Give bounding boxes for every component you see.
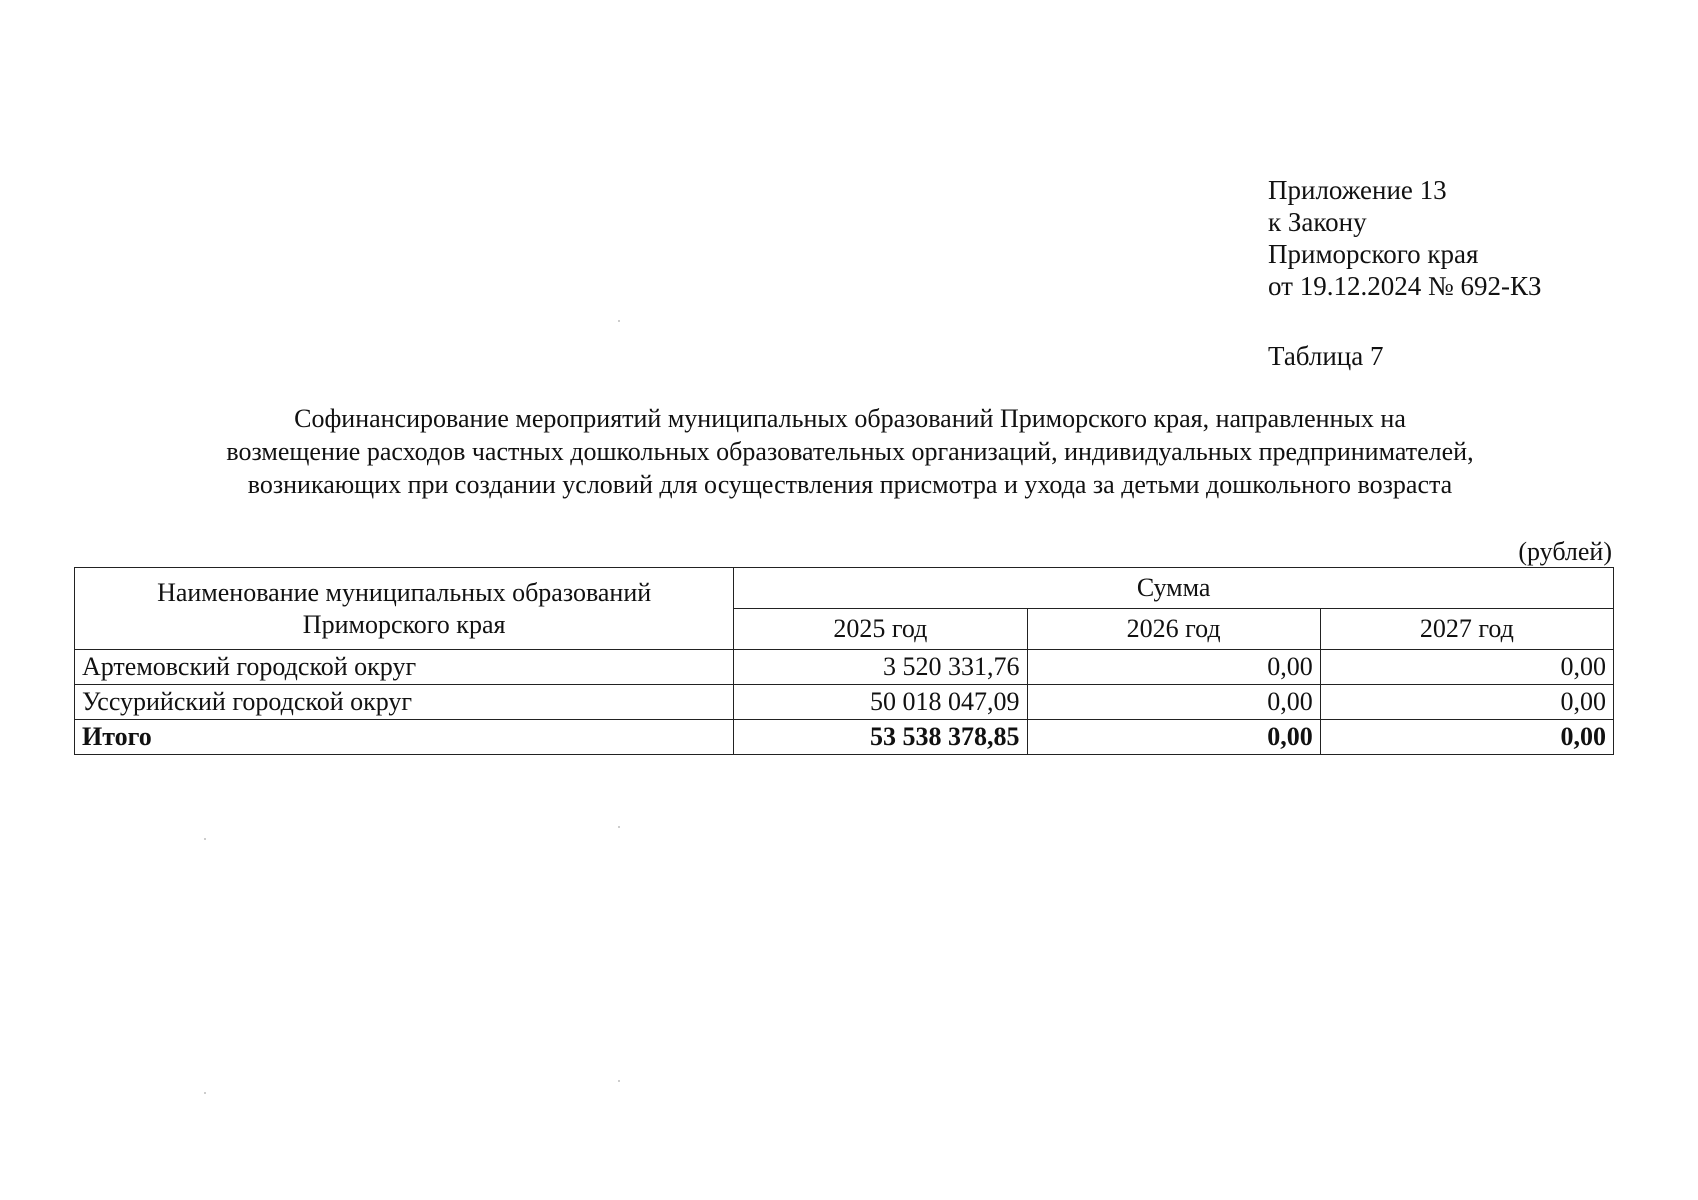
- row-municipality-name: Артемовский городской округ: [75, 650, 734, 685]
- units-label: (рублей): [1518, 537, 1612, 566]
- header-municipality-line-2: Приморского края: [302, 609, 506, 639]
- heading-line-3: возникающих при создании условий для осуществления присмотра и ухода за детьми дошкольного возраста: [247, 470, 1453, 499]
- heading-line-2: возмещение расходов частных дошкольных образовательных организаций, индивидуальных предпринимателей,: [226, 437, 1474, 466]
- header-sum: Сумма: [734, 568, 1614, 609]
- row-value-2025: 3 520 331,76: [734, 650, 1027, 685]
- annex-number: Приложение 13: [1268, 175, 1447, 205]
- row-value-2027: 0,00: [1320, 650, 1613, 685]
- scan-speck: [618, 826, 620, 828]
- header-municipality-line-1: Наименование муниципальных образований: [157, 577, 652, 607]
- header-municipality: [75, 568, 734, 650]
- scan-speck: [204, 1092, 206, 1094]
- annex-law-ref: к Закону: [1268, 207, 1367, 237]
- row-value-2027: 0,00: [1320, 685, 1613, 720]
- header-year-2026: 2026 год: [1027, 609, 1320, 650]
- scan-speck: [618, 1080, 620, 1082]
- header-year-2027: 2027 год: [1320, 609, 1613, 650]
- row-value-2026: 0,00: [1027, 650, 1320, 685]
- annex-date-number: от 19.12.2024 № 692-КЗ: [1268, 271, 1542, 301]
- annex-region: Приморского края: [1268, 239, 1479, 269]
- total-label: Итого: [75, 720, 734, 755]
- scan-speck: [618, 320, 620, 322]
- annex-block: [1268, 174, 1541, 302]
- document-heading: [100, 402, 1600, 501]
- funding-table: [74, 567, 1614, 755]
- table-row: [75, 685, 1614, 720]
- row-value-2026: 0,00: [1027, 685, 1320, 720]
- heading-line-1: Софинансирование мероприятий муниципальных образований Приморского края, направленных на: [294, 404, 1406, 433]
- header-year-2025: 2025 год: [734, 609, 1027, 650]
- table-row: [75, 650, 1614, 685]
- table-number: Таблица 7: [1268, 341, 1384, 371]
- total-value-2026: 0,00: [1027, 720, 1320, 755]
- total-row: [75, 720, 1614, 755]
- scan-speck: [204, 838, 206, 840]
- row-value-2025: 50 018 047,09: [734, 685, 1027, 720]
- row-municipality-name: Уссурийский городской округ: [75, 685, 734, 720]
- total-value-2025: 53 538 378,85: [734, 720, 1027, 755]
- total-value-2027: 0,00: [1320, 720, 1613, 755]
